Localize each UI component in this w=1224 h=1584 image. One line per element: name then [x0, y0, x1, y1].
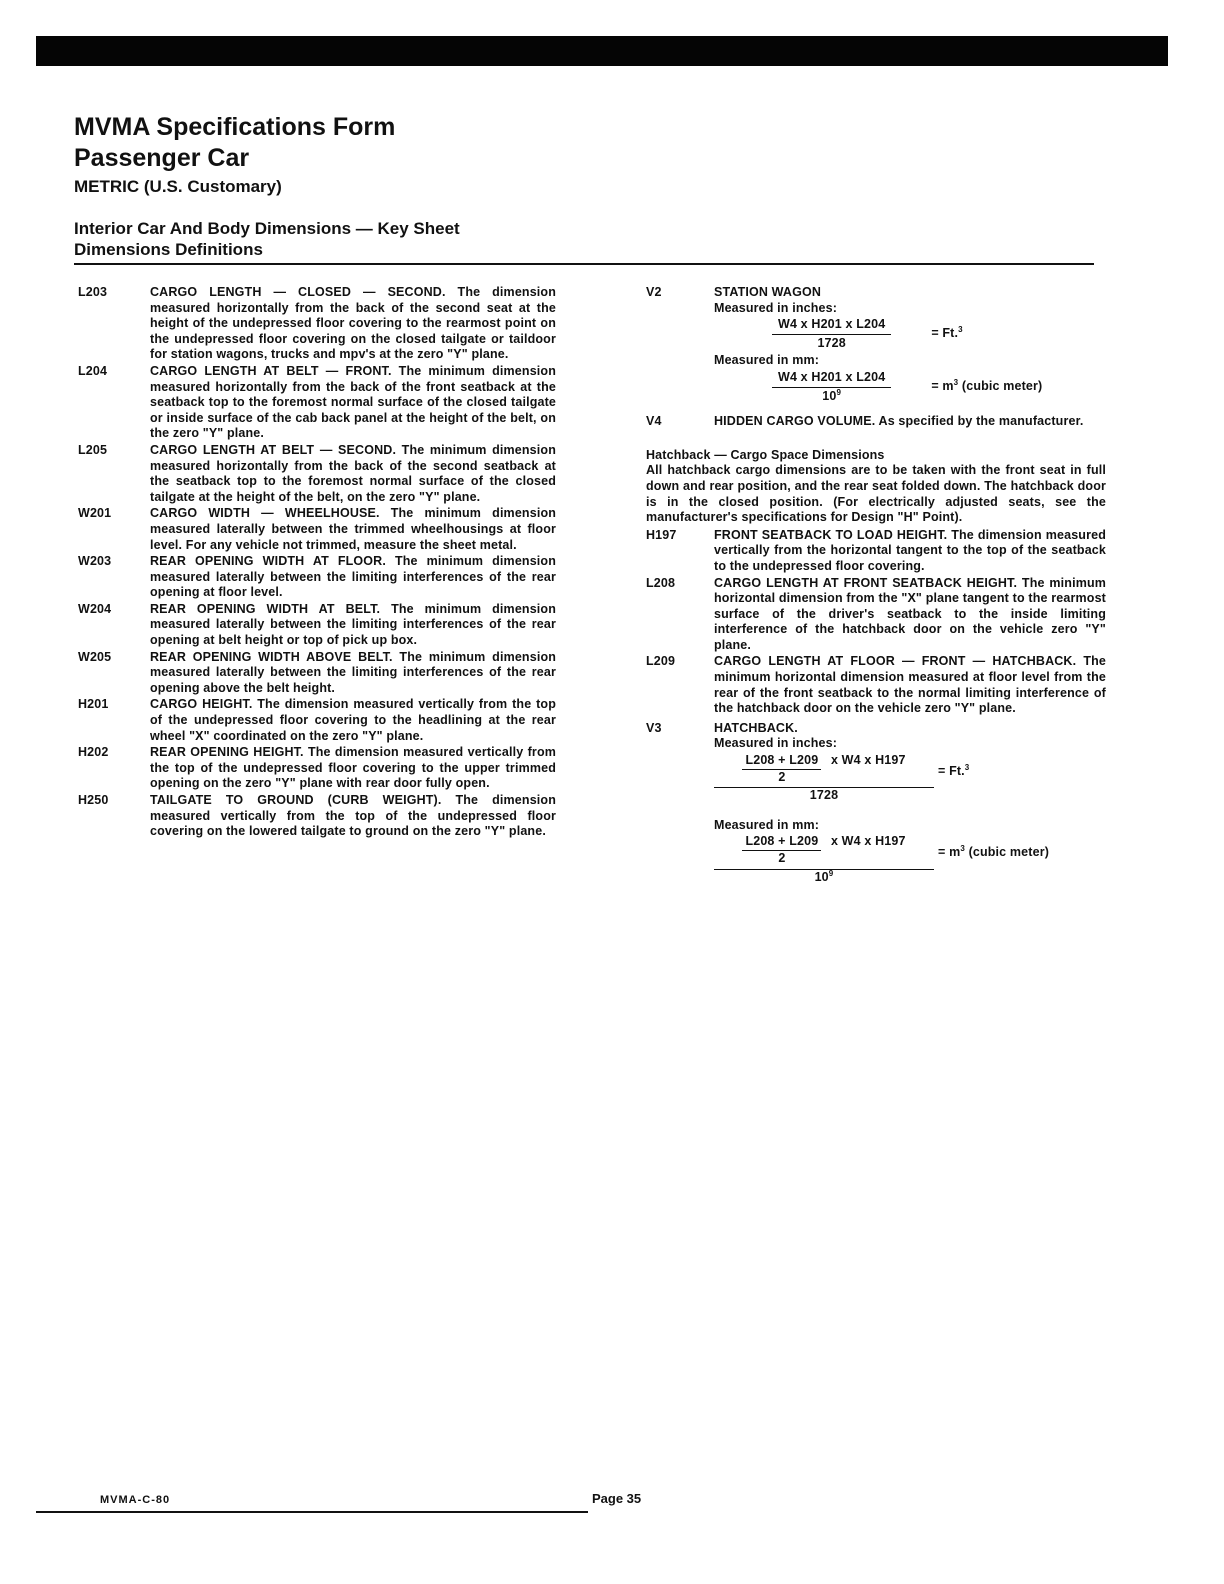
entry-code: V3: [646, 720, 662, 735]
formula-unit: = $m^3$ (cubic meter): [931, 378, 1043, 394]
inner-denominator: 2: [778, 851, 786, 865]
footer-document-id: MVMA-C-80: [100, 1494, 171, 1506]
entry-text: The minimum dimension measured laterally between the limiting interferences of the rear opening at floor level.: [150, 554, 557, 600]
entry-text: The minimum dimension measured horizontally from the back of the second seatback at the seatback top to the foremost normal surface of the closed tailgate at the height of the belt, on the zero "Y" plane.: [150, 442, 556, 504]
formula-unit: = Ft.$^3$: [938, 762, 970, 778]
entry-title: STATION WAGON: [714, 285, 822, 299]
entry-code: V4: [646, 414, 662, 429]
formula-mm: [714, 834, 1106, 885]
top-black-bar: [36, 36, 1168, 66]
entry-text: The dimension measured vertically from the top of the undepressed floor covering to the upper trimmed opening on the zero "Y" plane with rear door fully open.: [150, 745, 556, 791]
entry-text: The dimension measured vertically from the top of the undepressed floor covering to the headlining at the rear wheel "X" coordinated on the zero "Y" plane.: [150, 697, 556, 743]
entry-title: REAR OPENING HEIGHT.: [150, 745, 304, 760]
definition-entry: [646, 654, 1106, 716]
fraction-numerator: [714, 834, 934, 869]
entry-title: CARGO LENGTH AT FLOOR — FRONT — HATCHBACK.: [714, 654, 1077, 669]
entry-text: The minimum horizontal dimension measured at floor level from the rear of the front seatback to the normal limiting interference of the hatchback door on the vehicle zero "Y" plane.: [714, 654, 1107, 716]
hatchback-intro: All hatchback cargo dimensions are to be taken with the front seat in full down and rear position, and the rear seat folded down. The hatchback door is in the closed position. (For electrically adjusted seats, see the manufacturer's specifications for Design "H" Point).: [646, 463, 1106, 525]
inner-fraction: [742, 753, 821, 785]
fraction: [714, 753, 934, 804]
entry-title: REAR OPENING WIDTH AT FLOOR.: [150, 554, 386, 569]
definition-entry: [78, 506, 556, 553]
formula-inches: [714, 753, 1106, 804]
definition-entry: [78, 650, 556, 697]
formula-inches: [772, 317, 1106, 351]
page-number: Page 35: [592, 1491, 642, 1506]
definition-entry-v3: [646, 721, 1106, 887]
entry-title: TAILGATE TO GROUND (CURB WEIGHT).: [150, 793, 442, 807]
entry-code: H201: [78, 697, 109, 712]
entry-title: CARGO LENGTH — CLOSED — SECOND.: [150, 285, 446, 299]
entry-code: W204: [78, 601, 112, 616]
formula-mm: [772, 370, 1106, 404]
fraction: [772, 370, 891, 404]
formula-label: Measured in inches:: [714, 736, 838, 751]
entry-code: W205: [78, 649, 112, 664]
entry-title: CARGO WIDTH — WHEELHOUSE.: [150, 506, 380, 521]
entry-text: The minimum dimension measured laterally between the limiting interferences of the rear opening above the belt height.: [150, 649, 557, 695]
multiplier: x W4 x H197: [830, 753, 906, 768]
definition-entry-v2: [646, 285, 1106, 406]
entry-code: H250: [78, 793, 109, 807]
fraction-denominator: 1728: [809, 788, 839, 803]
entry-code: W201: [78, 506, 112, 521]
entry-code: V2: [646, 285, 662, 299]
formula-label: Measured in inches:: [714, 300, 838, 315]
definition-entry: [78, 697, 556, 744]
section-heading-line1: Interior Car And Body Dimensions — Key Sheet: [74, 219, 460, 238]
inner-numerator: L208 + L209: [742, 753, 821, 770]
definition-entry: [78, 364, 556, 442]
formula-label: Measured in mm:: [714, 817, 820, 832]
fraction: [772, 317, 891, 351]
inner-numerator: L208 + L209: [742, 834, 821, 851]
section-heading: [74, 218, 460, 260]
entry-title: HATCHBACK.: [714, 720, 798, 735]
entry-text: The minimum dimension measured laterally between the trimmed wheelhousings at floor level. For any vehicle not trimmed, measure the sheet metal.: [150, 506, 557, 552]
definition-entry-v4: [646, 414, 1106, 430]
entry-text: The dimension measured vertically from the horizontal tangent to the top of the seatback to the undepressed floor covering.: [714, 527, 1106, 573]
entry-title: CARGO LENGTH AT BELT — FRONT.: [150, 363, 392, 378]
fraction-numerator: W4 x H201 x L204: [772, 317, 891, 335]
formula-label: Measured in mm:: [714, 353, 820, 368]
entry-text: The dimension measured vertically from the top of the undepressed floor covering on the lowered tailgate to ground on the zero "Y" plane.: [150, 793, 556, 839]
definition-entry: [78, 602, 556, 649]
inner-fraction: [742, 834, 821, 866]
fraction-denominator: $10^9$: [822, 387, 842, 403]
definition-entry: [646, 576, 1106, 654]
entry-text: As specified by the manufacturer.: [878, 414, 1084, 429]
definition-entry: [78, 745, 556, 792]
entry-code: L208: [646, 575, 676, 590]
definition-entry: [78, 793, 556, 840]
entry-text: The dimension measured horizontally from the back of the second seat at the height of the undepressed floor covering to the rearmost point on the undepressed floor covering on the closed tailgate or taildoor for station wagons, trucks and mpv's at the zero "Y" plane.: [150, 285, 557, 362]
entry-title: CARGO LENGTH AT FRONT SEATBACK HEIGHT.: [714, 575, 1018, 590]
left-column: [78, 285, 556, 841]
entry-text: The minimum dimension measured horizontally from the back of the front seatback at the seatback top to the foremost normal surface of the closed tailgate or inside surface of the cab back panel at the height of the belt, on the zero "Y" plane.: [150, 363, 556, 441]
hatchback-heading: Hatchback — Cargo Space Dimensions: [646, 447, 885, 462]
page-subtitle: Passenger Car: [74, 144, 250, 172]
entry-code: H197: [646, 527, 677, 542]
definition-entry: [646, 528, 1106, 575]
entry-title: REAR OPENING WIDTH AT BELT.: [150, 601, 381, 616]
fraction: [714, 834, 934, 885]
entry-code: H202: [78, 745, 109, 760]
formula-unit: = Ft.$^3$: [931, 325, 963, 341]
entry-title: REAR OPENING WIDTH ABOVE BELT.: [150, 649, 393, 664]
section-heading-line2: Dimensions Definitions: [74, 240, 263, 259]
fraction-denominator: $10^9$: [814, 868, 834, 884]
definition-entry: [78, 285, 556, 363]
definition-entry: [78, 443, 556, 505]
entry-code: L205: [78, 442, 108, 457]
entry-title: CARGO LENGTH AT BELT — SECOND.: [150, 442, 397, 457]
entry-code: W203: [78, 554, 112, 569]
units-label: METRIC (U.S. Customary): [74, 177, 282, 196]
section-divider: [74, 263, 1094, 265]
entry-code: L204: [78, 363, 108, 378]
fraction-numerator: W4 x H201 x L204: [772, 370, 891, 388]
entry-text: The minimum horizontal dimension from the "X" plane tangent to the rearmost surface of the driver's seatback to the inside limiting interference of the hatchback door on the vehicle zero "Y" plane.: [714, 575, 1107, 652]
footer-divider: [36, 1511, 588, 1513]
definition-entry: [78, 554, 556, 601]
inner-denominator: 2: [778, 769, 786, 784]
multiplier: x W4 x H197: [830, 834, 906, 849]
fraction-numerator: [714, 753, 934, 788]
fraction-denominator: 1728: [817, 335, 846, 350]
entry-text: The minimum dimension measured laterally between the limiting interferences of the rear opening at belt height or top of pick up box.: [150, 601, 557, 648]
right-column: [646, 285, 1106, 888]
formula-unit: = $m^3$ (cubic meter): [938, 843, 1050, 859]
entry-title: FRONT SEATBACK TO LOAD HEIGHT.: [714, 527, 948, 542]
entry-code: L203: [78, 285, 108, 299]
entry-title: HIDDEN CARGO VOLUME.: [714, 414, 876, 429]
entry-code: L209: [646, 654, 676, 669]
entry-title: CARGO HEIGHT.: [150, 697, 253, 712]
page-title: MVMA Specifications Form: [74, 113, 396, 141]
